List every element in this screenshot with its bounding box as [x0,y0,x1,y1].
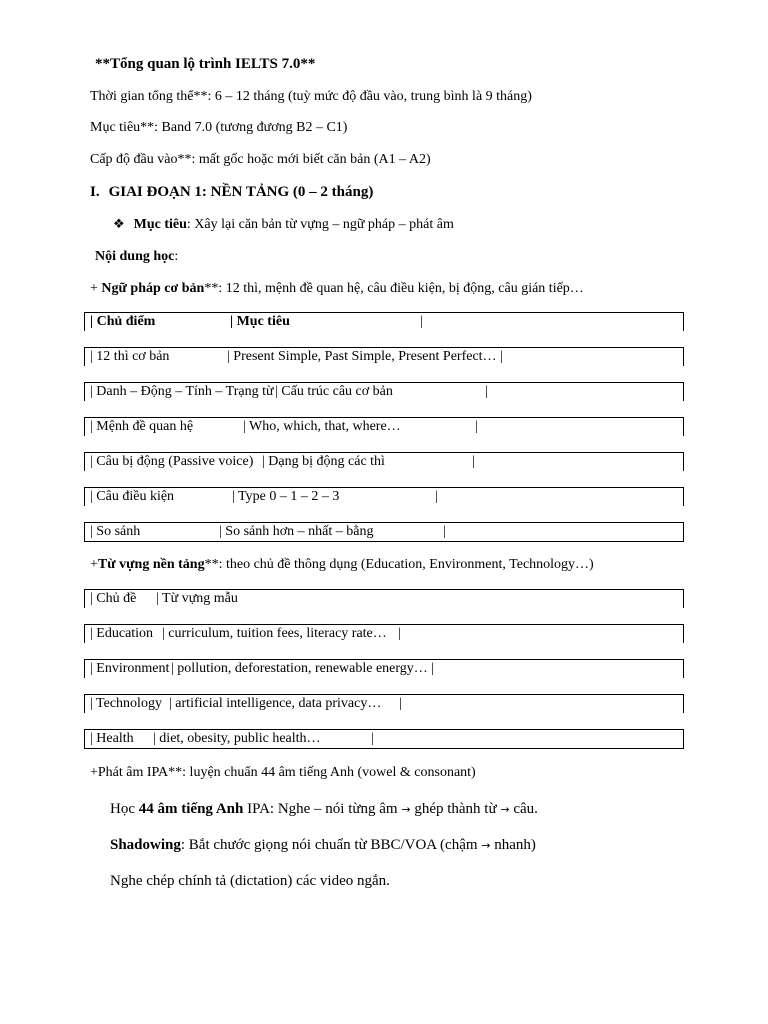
phase1-heading-text: GIAI ĐOẠN 1: NỀN TẢNG (0 – 2 tháng) [108,184,374,200]
overview-duration [90,90,532,104]
diamond-bullet-icon: ❖ [113,217,125,232]
vocab-header-words: | Từ vựng mẫu [156,591,238,606]
duration-label: Thời gian tổng thể**: [90,89,212,104]
vocab-description: **: theo chủ đề thông dụng (Education, Environment, Technology…) [204,557,594,572]
table-cell-end: | [371,731,374,746]
table-cell-topic: | Câu bị động (Passive voice) [90,454,254,469]
table-row [84,659,684,678]
table-cell-goal: | Cấu trúc câu cơ bản [275,384,393,399]
content-heading: Nội dung học: [95,249,179,264]
grammar-table-header [84,312,684,331]
table-row [84,487,684,506]
table-row [84,522,684,542]
table-cell-goal: | So sánh hơn – nhất – bằng [219,524,374,539]
table-cell-words: | artificial intelligence, data privacy… [169,696,382,711]
arrow-right-icon: → [481,839,491,852]
pronunciation-ipa-item: Học 44 âm tiếng Anh IPA: Nghe – nói từng âm → ghép thành từ → câu. [110,801,538,817]
duration-value: 6 – 12 tháng (tuỳ mức độ đầu vào, trung bình là 9 tháng) [211,89,532,104]
table-row [84,694,684,713]
table-cell-goal: | Present Simple, Past Simple, Present Perfect… | [227,349,503,364]
vocab-label: Từ vựng nền tảng [97,557,205,572]
table-cell-goal: | Type 0 – 1 – 2 – 3 [232,489,340,504]
table-cell-end: | [398,626,401,641]
grammar-header-goal: | Mục tiêu [230,314,290,329]
vocab-header-topic: | Chủ đề [90,591,137,606]
vocab-table-header [84,589,684,608]
pronunciation-dictation-item: Nghe chép chính tả (dictation) các video ngắn. [110,873,390,889]
phase1-heading [90,185,373,200]
entry-value: mất gốc hoặc mới biết căn bản (A1 – A2) [195,152,431,167]
table-row [84,729,684,749]
table-cell-end: | [435,489,438,504]
table-cell-topic: | Environment [90,661,170,676]
overview-goal [90,121,347,135]
table-row [84,382,684,401]
goal-value: Band 7.0 (tương đương B2 – C1) [158,120,348,135]
grammar-label: Ngữ pháp cơ bản [101,281,205,296]
table-row [84,417,684,436]
table-cell-topic: | Mệnh đề quan hệ [90,419,194,434]
phase1-heading-number: I. [90,184,100,200]
table-cell-end: | [472,454,475,469]
table-cell-goal: | Who, which, that, where… [243,419,401,434]
vocab-intro: +Từ vựng nền tảng**: theo chủ đề thông dụng (Education, Environment, Technology…) [90,557,594,572]
table-cell-goal: | Dạng bị động các thì [262,454,385,469]
ipa-bold-text: 44 âm tiếng Anh [138,801,244,817]
goal-label: Mục tiêu**: [90,120,159,135]
table-row [84,624,684,643]
table-cell-end: | [475,419,478,434]
pronunciation-shadowing-item: Shadowing: Bắt chước giọng nói chuẩn từ BBC/VOA (chậm → nhanh) [110,837,536,853]
phase1-goal [113,218,454,232]
phase1-goal-label: Mục tiêu [133,217,187,232]
table-cell-topic: | Câu điều kiện [90,489,175,504]
grammar-intro: + Ngữ pháp cơ bản**: 12 thì, mệnh đề quan hệ, câu điều kiện, bị động, câu gián tiếp… [90,281,584,296]
table-cell-topic: | Health [90,731,134,746]
table-cell-end: | [420,314,423,329]
shadowing-label: Shadowing [110,837,181,853]
table-row [84,347,684,366]
table-cell-topic: | So sánh [90,524,141,539]
table-cell-topic: | Education [90,626,154,641]
document-title: **Tổng quan lộ trình IELTS 7.0** [95,56,316,72]
table-cell-words: | diet, obesity, public health… [153,731,321,746]
grammar-header-topic: | Chủ điểm [90,314,156,329]
overview-entry [90,153,431,167]
arrow-right-icon: → [401,803,411,816]
table-cell-end: | [443,524,446,539]
content-label: Nội dung học [95,249,175,264]
table-cell-words: | curriculum, tuition fees, literacy rate… [162,626,387,641]
pronunciation-intro: +Phát âm IPA**: luyện chuẩn 44 âm tiếng Anh (vowel & consonant) [90,765,476,780]
phase1-goal-value: : Xây lại căn bản từ vựng – ngữ pháp – phát âm [186,217,454,232]
table-cell-topic: | Technology [90,696,162,711]
entry-label: Cấp độ đầu vào**: [90,152,196,167]
table-cell-words: | pollution, deforestation, renewable energy… | [171,661,435,676]
table-row [84,452,684,471]
table-cell-topic: | 12 thì cơ bản [90,349,170,364]
arrow-right-icon: → [500,803,510,816]
grammar-description: **: 12 thì, mệnh đề quan hệ, câu điều kiện, bị động, câu gián tiếp… [204,281,584,296]
table-cell-end: | [399,696,402,711]
table-cell-topic: | Danh – Động – Tính – Trạng từ [90,384,274,399]
table-cell-end: | [485,384,488,399]
